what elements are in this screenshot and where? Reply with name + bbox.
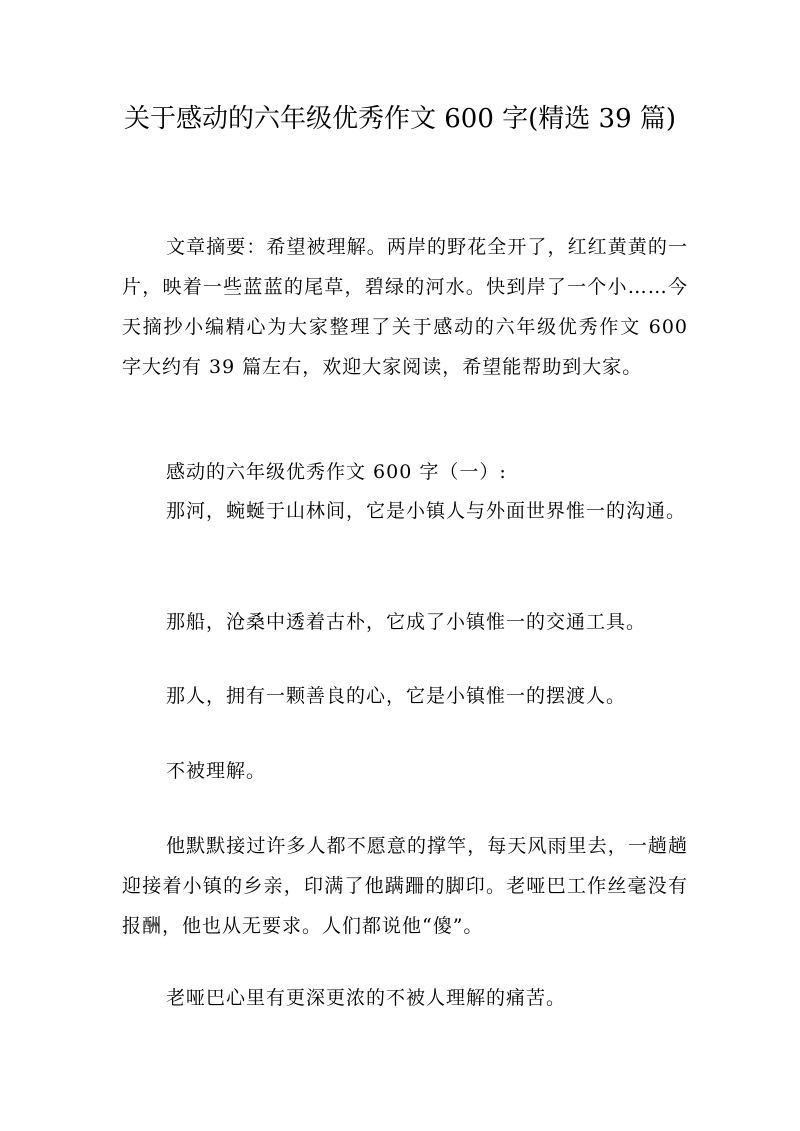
- body-paragraph: 老哑巴心里有更深更浓的不被人理解的痛苦。: [166, 987, 567, 1009]
- summary-paragraph: 文章摘要：希望被理解。两岸的野花全开了，红红黄黄的一片，映着一些蓝蓝的尾草，碧绿的河水。快到岸了一个小……今天摘抄小编精心为大家整理了关于感动的六年级优秀作文 600 字大约有 39 篇左右，欢迎大家阅读，希望能帮助到大家。: [122, 236, 688, 378]
- section-heading: 感动的六年级优秀作文 600 字（一）:: [166, 461, 507, 483]
- body-paragraph: 那人，拥有一颗善良的心，它是小镇惟一的摆渡人。: [166, 685, 627, 707]
- document-title: 关于感动的六年级优秀作文 600 字(精选 39 篇): [123, 104, 677, 134]
- body-paragraph: 那船，沧桑中透着古朴，它成了小镇惟一的交通工具。: [166, 611, 647, 633]
- body-paragraph: 他默默接过许多人都不愿意的撑竿，每天风雨里去，一趟趟迎接着小镇的乡亲，印满了他蹒跚的脚印。老哑巴工作丝毫没有报酬，他也从无要求。人们都说他“傻”。: [122, 835, 688, 937]
- body-paragraph: 不被理解。: [166, 760, 267, 782]
- body-paragraph: 那河，蜿蜒于山林间，它是小镇人与外面世界惟一的沟通。: [166, 500, 687, 522]
